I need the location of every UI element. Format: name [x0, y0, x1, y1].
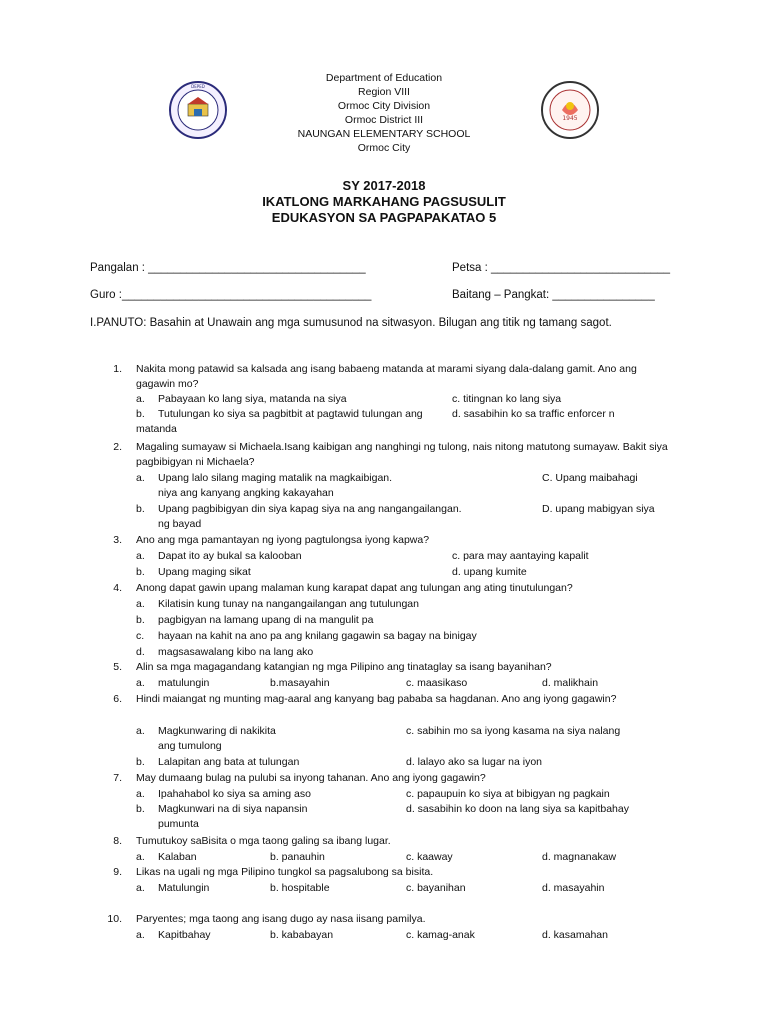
- question-number: 7.: [113, 772, 122, 784]
- option-text: Pabayaan ko lang siya, matanda na siya: [158, 393, 347, 405]
- option-d[interactable]: d. lalayo ako sa lugar na iyon: [406, 756, 543, 768]
- option-a[interactable]: [136, 597, 419, 612]
- option-text: pagbigyan na lamang upang di na mangulit pa: [158, 614, 374, 626]
- option-label: a.: [136, 725, 145, 737]
- option-b[interactable]: [136, 755, 299, 770]
- option-d[interactable]: [136, 645, 313, 660]
- option-a[interactable]: [136, 787, 311, 802]
- question-text: Magaling sumayaw si Michaela.Isang kaibigan ang nanghingi ng tulong, nais nitong matutong sumayaw. Bakit siya pagbibigyan ni Michaela?: [136, 441, 668, 468]
- option-b-continued: ng bayad: [158, 518, 202, 530]
- question-number: 10.: [107, 913, 122, 925]
- option-d[interactable]: d. sasabihin ko doon na lang siya sa kapitbahay: [406, 803, 629, 815]
- option-b[interactable]: b. hospitable: [270, 882, 330, 894]
- date-field[interactable]: Petsa : ____________________________: [452, 262, 671, 274]
- option-text: Dapat ito ay bukal sa kalooban: [158, 550, 302, 562]
- option-c[interactable]: c. titingnan ko lang siya: [452, 393, 562, 405]
- option-text: Lalapitan ang bata at tulungan: [158, 756, 300, 768]
- subject-title: EDUKASYON SA PAGPAPAKATAO 5: [271, 210, 497, 225]
- option-text: Upang lalo silang maging matalik na magkaibigan.: [158, 472, 393, 484]
- option-label: b.: [136, 408, 145, 420]
- option-b[interactable]: [136, 565, 251, 580]
- name-field[interactable]: Pangalan : __________________________________: [90, 262, 366, 274]
- question-number: 5.: [113, 661, 122, 673]
- option-d[interactable]: d. magnanakaw: [542, 851, 617, 863]
- option-text: Upang pagbibigyan din siya kapag siya na ang nangangailangan.: [158, 503, 462, 515]
- option-c[interactable]: c. bayanihan: [406, 882, 466, 894]
- svg-text:DEPED: DEPED: [191, 84, 205, 89]
- option-label: a.: [136, 472, 145, 484]
- option-label: d.: [136, 646, 145, 658]
- option-d[interactable]: D. upang mabigyan siya: [542, 503, 655, 515]
- option-a[interactable]: [136, 928, 211, 943]
- header-line: NAUNGAN ELEMENTARY SCHOOL: [297, 128, 471, 140]
- option-a[interactable]: [136, 549, 302, 564]
- option-d[interactable]: d. malikhain: [542, 677, 599, 689]
- question-number: 8.: [113, 835, 122, 847]
- option-a[interactable]: [136, 676, 209, 691]
- option-a[interactable]: [136, 850, 197, 865]
- question-text: Nakita mong patawid sa kalsada ang isang babaeng matanda at marami siyang dala-dalang gamit. Ano ang gagawin mo?: [136, 363, 637, 390]
- teacher-field[interactable]: Guro :_______________________________________: [90, 289, 372, 301]
- option-c-continued: ang tumulong: [158, 740, 222, 752]
- question-number: 3.: [113, 534, 122, 546]
- option-c[interactable]: [136, 629, 477, 644]
- option-label: b.: [136, 614, 145, 626]
- option-b[interactable]: [136, 802, 307, 817]
- option-b[interactable]: b. panauhin: [270, 851, 325, 863]
- question-number: 1.: [113, 363, 122, 375]
- option-text: Ipahahabol ko siya sa aming aso: [158, 788, 311, 800]
- option-text: hayaan na kahit na ano pa ang knilang gagawin sa bagay na binigay: [158, 630, 477, 642]
- question-number: 2.: [113, 441, 122, 453]
- header-line: Department of Education: [325, 72, 443, 84]
- option-label: a.: [136, 929, 145, 941]
- question-text: Anong dapat gawin upang malaman kung karapat dapat ang tulungan ang ating tinutulungan?: [136, 582, 573, 594]
- question-number: 9.: [113, 866, 122, 878]
- header-line: Region VIII: [358, 86, 410, 98]
- option-label: a.: [136, 851, 145, 863]
- option-label: a.: [136, 393, 145, 405]
- option-c[interactable]: c. kaaway: [406, 851, 453, 863]
- option-c[interactable]: c. sabihin mo sa iyong kasama na siya nalang: [406, 725, 621, 737]
- option-d[interactable]: d. masayahin: [542, 882, 605, 894]
- option-a[interactable]: [136, 881, 209, 896]
- option-label: b.: [136, 803, 145, 815]
- option-d[interactable]: d. kasamahan: [542, 929, 608, 941]
- option-a[interactable]: [136, 724, 276, 739]
- option-text: Magkunwaring di nakikita: [158, 725, 276, 737]
- question-text: Alin sa mga magagandang katangian ng mga Pilipino ang tinataglay sa isang bayanihan?: [136, 661, 552, 673]
- option-label: a.: [136, 677, 145, 689]
- option-b[interactable]: b. kababayan: [270, 929, 334, 941]
- option-text: Magkunwari na di siya napansin: [158, 803, 308, 815]
- option-b[interactable]: [136, 613, 373, 628]
- seal-year: 1945: [562, 115, 578, 122]
- option-d[interactable]: d. sasabihin ko sa traffic enforcer n: [452, 408, 615, 420]
- question-text: Ano ang mga pamantayan ng iyong pagtulongsa iyong kapwa?: [136, 534, 430, 546]
- question-number: 6.: [113, 693, 122, 705]
- option-text: Kalaban: [158, 851, 197, 863]
- grade-section-field[interactable]: Baitang – Pangkat: ________________: [452, 289, 655, 301]
- option-c[interactable]: c. papaupuin ko siya at bibigyan ng pagkain: [406, 788, 610, 800]
- option-c[interactable]: c. para may aantaying kapalit: [452, 550, 589, 562]
- option-b[interactable]: [136, 502, 462, 517]
- option-text: Kapitbahay: [158, 929, 211, 941]
- instructions: I.PANUTO: Basahin at Unawain ang mga sumusunod na sitwasyon. Bilugan ang titik ng tamang sagot.: [90, 317, 612, 329]
- option-c[interactable]: C. Upang maibahagi: [542, 472, 638, 484]
- option-label: b.: [136, 503, 145, 515]
- question-text: Tumutukoy saBisita o mga taong galing sa ibang lugar.: [136, 835, 391, 847]
- exam-title: IKATLONG MARKAHANG PAGSUSULIT: [262, 194, 506, 209]
- option-b[interactable]: [136, 407, 426, 437]
- header-line: Ormoc City: [357, 142, 411, 154]
- option-d[interactable]: d. upang kumite: [452, 566, 527, 578]
- school-year: SY 2017-2018: [342, 178, 426, 193]
- exam-titles: [0, 178, 768, 226]
- option-a[interactable]: [136, 471, 392, 486]
- option-text: magsasawalang kibo na lang ako: [158, 646, 314, 658]
- option-label: b.: [136, 566, 145, 578]
- option-c[interactable]: c. kamag-anak: [406, 929, 475, 941]
- question-text: Hindi maiangat ng munting mag-aaral ang kanyang bag pababa sa hagdanan. Ano ang iyong gagawin?: [136, 693, 617, 705]
- option-a[interactable]: [136, 392, 347, 407]
- question-text: Paryentes; mga taong ang isang dugo ay nasa iisang pamilya.: [136, 913, 426, 925]
- question-text: Likas na ugali ng mga Pilipino tungkol sa pagsalubong sa bisita.: [136, 866, 434, 878]
- option-text: Kilatisin kung tunay na nangangailangan ang tutulungan: [158, 598, 419, 610]
- option-b-continued: pumunta: [158, 818, 199, 830]
- question-number: 4.: [113, 582, 122, 594]
- option-label: a.: [136, 550, 145, 562]
- option-a-continued: niya ang kanyang angking kakayahan: [158, 487, 334, 499]
- header-line: Ormoc City Division: [337, 100, 431, 112]
- option-label: a.: [136, 788, 145, 800]
- header-line: Ormoc District III: [344, 114, 424, 126]
- option-label: a.: [136, 882, 145, 894]
- school-header: [0, 71, 768, 155]
- option-text: matulungin: [158, 677, 210, 689]
- option-label: c.: [136, 630, 145, 642]
- option-text: Tutulungan ko siya sa pagbitbit at pagtawid tulungan ang matanda: [136, 408, 423, 435]
- option-b[interactable]: b.masayahin: [270, 677, 330, 689]
- option-text: Matulungin: [158, 882, 210, 894]
- question-text: May dumaang bulag na pulubi sa inyong tahanan. Ano ang iyong gagawin?: [136, 772, 486, 784]
- option-c[interactable]: c. maasikaso: [406, 677, 468, 689]
- option-text: Upang maging sikat: [158, 566, 251, 578]
- option-label: b.: [136, 756, 145, 768]
- option-label: a.: [136, 598, 145, 610]
